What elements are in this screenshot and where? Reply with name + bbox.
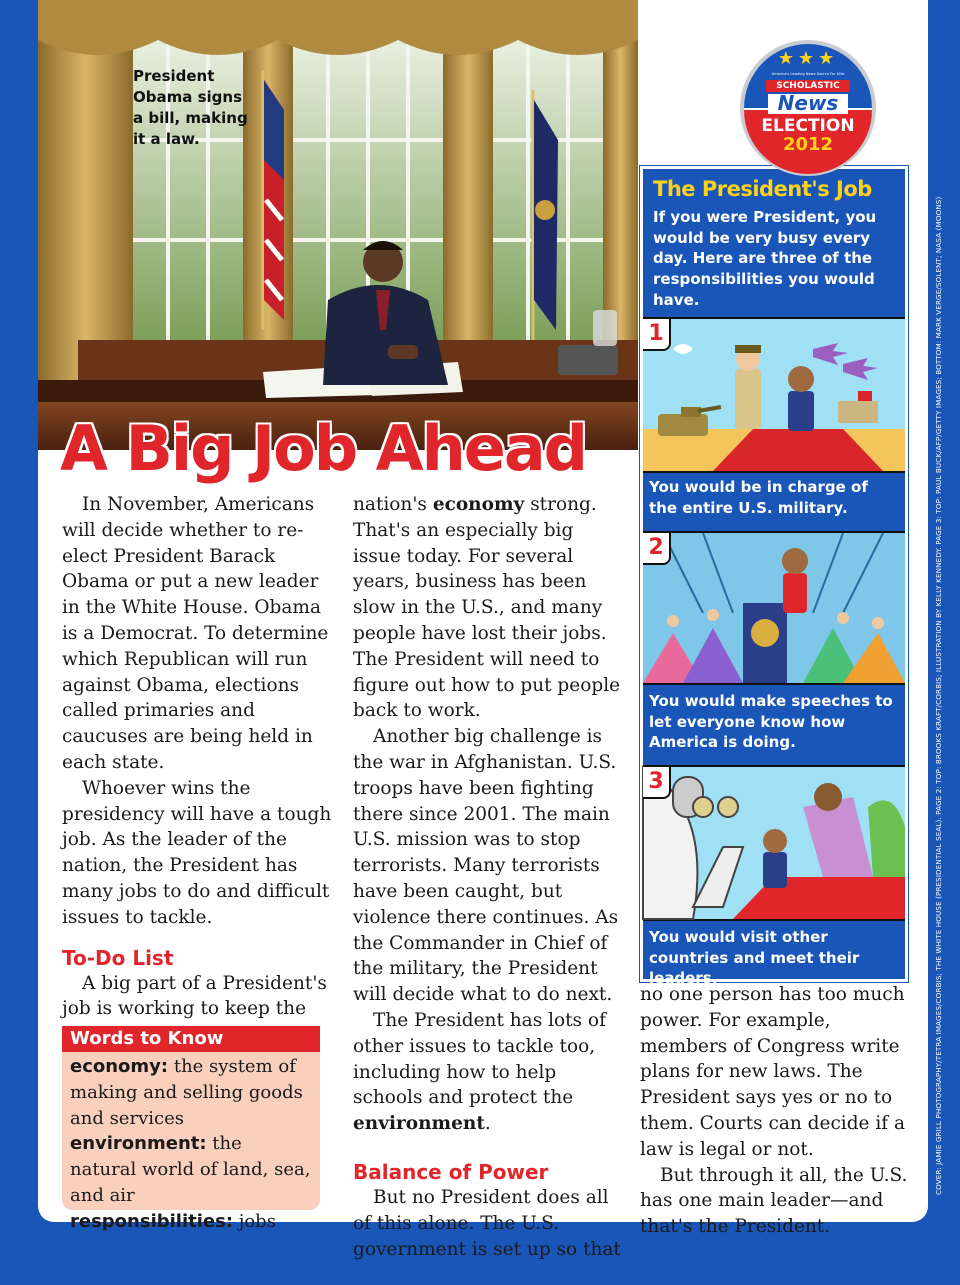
military-illustration bbox=[643, 319, 905, 471]
badge-brand: SCHOLASTIC bbox=[776, 81, 840, 91]
comic-panel-speeches bbox=[643, 531, 905, 685]
article-column-1 bbox=[62, 492, 332, 1022]
text-run: The President has lots of other issues to tackle too, including how to help schools and protect the bbox=[353, 1009, 606, 1109]
panel-number: 1 bbox=[643, 319, 671, 351]
article-column-2 bbox=[353, 492, 623, 1262]
glossary-entry bbox=[70, 1131, 312, 1208]
panel-number: 3 bbox=[643, 767, 671, 799]
words-to-know-box bbox=[62, 1026, 320, 1232]
badge-stars: ★★★ bbox=[777, 48, 839, 69]
magazine-page bbox=[38, 0, 928, 1260]
paragraph: In November, Americans will decide whether to re-elect President Barack Obama or put a new leader in the White House. Obama is a Democrat. To determine which Republican will run against Obama, elections called primaries and caucuses are being held in each state. bbox=[62, 494, 329, 773]
paragraph: no one person has too much power. For example, members of Congress write plans for new laws. The President says yes or no to them. Courts can decide if a law is legal or not. bbox=[640, 984, 906, 1160]
comic-panel-military bbox=[643, 317, 905, 473]
glossary-entry bbox=[70, 1054, 312, 1131]
glossary-definition: jobs bbox=[233, 1210, 276, 1232]
panel-caption: You would be in charge of the entire U.S. military. bbox=[649, 478, 868, 517]
paragraph: But no President does all of this alone. The U.S. government is set up so that bbox=[353, 1186, 621, 1260]
badge-logo: News bbox=[777, 91, 839, 115]
glossary-term: responsibilities: bbox=[70, 1210, 234, 1232]
sidebar-intro: If you were President, you would be very busy every day. Here are three of the responsibilities you would have. bbox=[653, 208, 877, 309]
presidents-job-sidebar bbox=[640, 166, 908, 988]
vocab-word: environment bbox=[353, 1113, 485, 1135]
badge-election: ELECTION bbox=[761, 116, 855, 136]
text-run: nation's bbox=[353, 494, 433, 515]
glossary-definition: the system of making and selling goods and services bbox=[70, 1056, 303, 1129]
paragraph: But through it all, the U.S. has one main leader—and that's the President. bbox=[640, 1164, 908, 1238]
election-2012-badge bbox=[738, 38, 878, 178]
words-to-know-title: Words to Know bbox=[62, 1026, 320, 1052]
panel-caption: You would visit other countries and meet their leaders. bbox=[649, 928, 860, 988]
glossary-term: environment: bbox=[70, 1133, 207, 1155]
article-column-3 bbox=[640, 982, 910, 1240]
paragraph: A big part of a President's job is working to keep the bbox=[62, 972, 327, 1020]
speech-illustration bbox=[643, 533, 905, 683]
todo-subhead: To-Do List bbox=[62, 945, 174, 970]
paragraph: Another big challenge is the war in Afghanistan. U.S. troops have been fighting there since 2001. The main U.S. mission was to stop terrorists. Many terrorists have been caught, but violence there continues. As the Commander in Chief of the military, the President will decide what to do next. bbox=[353, 726, 619, 1006]
text-run: strong. That's an especially big issue today. For several years, business has been slow in the U.S., and many people have lost their jobs. The President will need to figure out how to put people back to work. bbox=[353, 494, 621, 722]
paragraph: Whoever wins the presidency will have a tough job. As the leader of the nation, the President has many jobs to do and difficult issues to tackle. bbox=[62, 777, 332, 928]
paragraph bbox=[353, 492, 623, 724]
panel-number: 2 bbox=[643, 533, 671, 565]
badge-tagline: America's Leading News Source For Kids bbox=[771, 72, 845, 76]
badge-year: 2012 bbox=[782, 134, 834, 155]
balance-subhead: Balance of Power bbox=[353, 1159, 549, 1184]
panel-caption: You would make speeches to let everyone know how America is doing. bbox=[649, 692, 893, 752]
vocab-word: economy bbox=[432, 494, 525, 515]
comic-panel-visits bbox=[643, 765, 905, 921]
visit-illustration bbox=[643, 767, 905, 919]
photo-credits: COVER: JAMIE GRILL PHOTOGRAPHY/TETRA IMAGES/CORBIS; THE WHITE HOUSE (PRESIDENTIAL SEAL). PAGE 2: TOP: BROOKS KRAFT/CORBIS; ILLUSTRATION BY KELLY KENNEDY. PAGE 3: TOP: PAUL BUCK/AFP/GETTY IMAGES; BOTTOM: MARK VERGE/SOLENT; NASA (MOONS) bbox=[934, 196, 943, 1195]
paragraph bbox=[353, 1008, 623, 1137]
glossary-definition: the natural world of land, sea, and air bbox=[70, 1133, 311, 1206]
photo-caption: President Obama signs a bill, making it a law. bbox=[133, 67, 248, 148]
glossary-entry bbox=[70, 1209, 312, 1235]
glossary-term: economy: bbox=[70, 1056, 169, 1077]
headline: A Big Job Ahead bbox=[60, 412, 587, 485]
oval-office-photo bbox=[38, 0, 638, 450]
text-run: . bbox=[484, 1113, 491, 1135]
sidebar-title: The President's Job bbox=[653, 177, 872, 201]
